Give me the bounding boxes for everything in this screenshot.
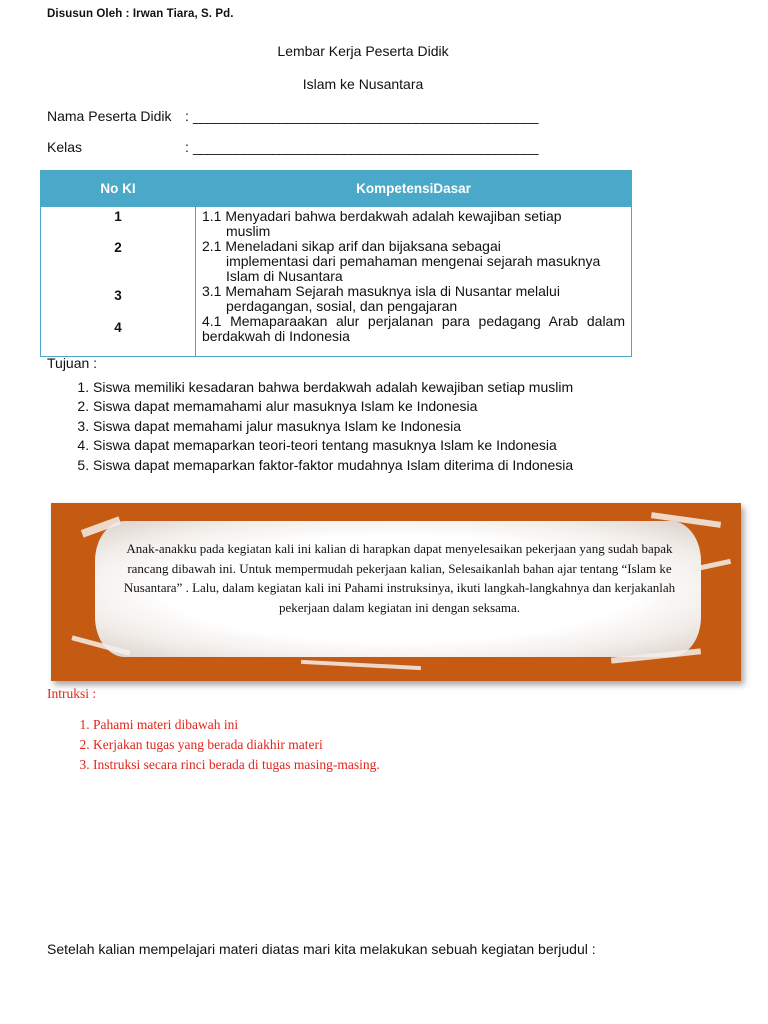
intruksi-label: Intruksi : bbox=[47, 686, 97, 701]
student-name-field[interactable] bbox=[47, 108, 538, 124]
field-blank-line[interactable]: ________________________________________________ bbox=[193, 139, 538, 155]
banner-text: Anak-anakku pada kegiatan kali ini kalian di harapkan dapat menyelesaikan pekerjaan yang sudah bapak rancang dibawah ini. Untuk mempermudah pekerjaan kalian, Selesaikanlah bahan ajar tentang “Islam ke Nusantara” . Lalu, dalam kegiatan kali ini Pahami instruksinya, ikuti langkah-langkahnya dan kerjakanlah pekerjaan dalam kegiatan ini dengan seksama. bbox=[123, 541, 676, 615]
worksheet-subtitle: Islam ke Nusantara bbox=[302, 76, 424, 92]
kd-item: 3.1 Memaham Sejarah masuknya isla di Nusantar melalui perdagangan, sosial, dan pengajaran bbox=[202, 283, 560, 314]
intruksi-list bbox=[47, 715, 380, 775]
kd-item: 4.1 Memaparaakan alur perjalanan para pedagang Arab dalam berdakwah di Indonesia bbox=[202, 313, 625, 344]
ki-number: 4 bbox=[114, 320, 122, 335]
field-label: Nama Peserta Didik bbox=[47, 108, 172, 124]
list-item: 3. Siswa dapat memahami jalur masuknya Islam ke Indonesia bbox=[93, 417, 753, 436]
closing-text: Setelah kalian mempelajari materi diatas mari kita melakukan sebuah kegiatan berjudul : bbox=[47, 941, 596, 957]
field-separator: : bbox=[185, 139, 189, 155]
list-item: 4. Siswa dapat memaparkan teori-teori tentang masuknya Islam ke Indonesia bbox=[93, 436, 753, 455]
header-no-ki: No KI bbox=[41, 171, 196, 207]
list-item: 2. Kerjakan tugas yang berada diakhir materi bbox=[93, 735, 380, 755]
no-ki-cell bbox=[41, 207, 196, 357]
competency-table bbox=[40, 170, 632, 357]
class-field[interactable] bbox=[47, 139, 538, 155]
list-item: 1. Siswa memiliki kesadaran bahwa berdakwah adalah kewajiban setiap muslim bbox=[93, 378, 753, 397]
field-blank-line[interactable]: ________________________________________________ bbox=[193, 108, 538, 124]
list-item: 1. Pahami materi dibawah ini bbox=[93, 715, 380, 735]
paint-streak bbox=[301, 660, 421, 670]
list-item: 3. Instruksi secara rinci berada di tugas masing-masing. bbox=[93, 755, 380, 775]
list-item: 5. Siswa dapat memaparkan faktor-faktor mudahnya Islam diterima di Indonesia bbox=[93, 456, 753, 475]
kd-item: 1.1 Menyadari bahwa berdakwah adalah kewajiban setiap muslim bbox=[202, 208, 562, 239]
author-credit: Disusun Oleh : Irwan Tiara, S. Pd. bbox=[47, 8, 234, 20]
field-separator: : bbox=[185, 108, 189, 124]
ki-number: 3 bbox=[114, 288, 122, 303]
ki-number: 1 bbox=[114, 209, 122, 224]
instruction-banner bbox=[51, 503, 741, 681]
kd-item: 2.1 Meneladani sikap arif dan bijaksana sebagai implementasi dari pemahaman mengenai sejarah masuknya Islam di Nusantara bbox=[202, 238, 601, 284]
ki-number: 2 bbox=[114, 240, 122, 255]
header-kompetensi-dasar: KompetensiDasar bbox=[196, 171, 632, 207]
tujuan-label: Tujuan : bbox=[47, 355, 98, 371]
field-label: Kelas bbox=[47, 139, 83, 155]
worksheet-title: Lembar Kerja Peserta Didik bbox=[277, 43, 449, 59]
kd-cell bbox=[196, 207, 632, 357]
tujuan-list bbox=[47, 378, 753, 475]
list-item: 2. Siswa dapat memamahami alur masuknya Islam ke Indonesia bbox=[93, 397, 753, 416]
